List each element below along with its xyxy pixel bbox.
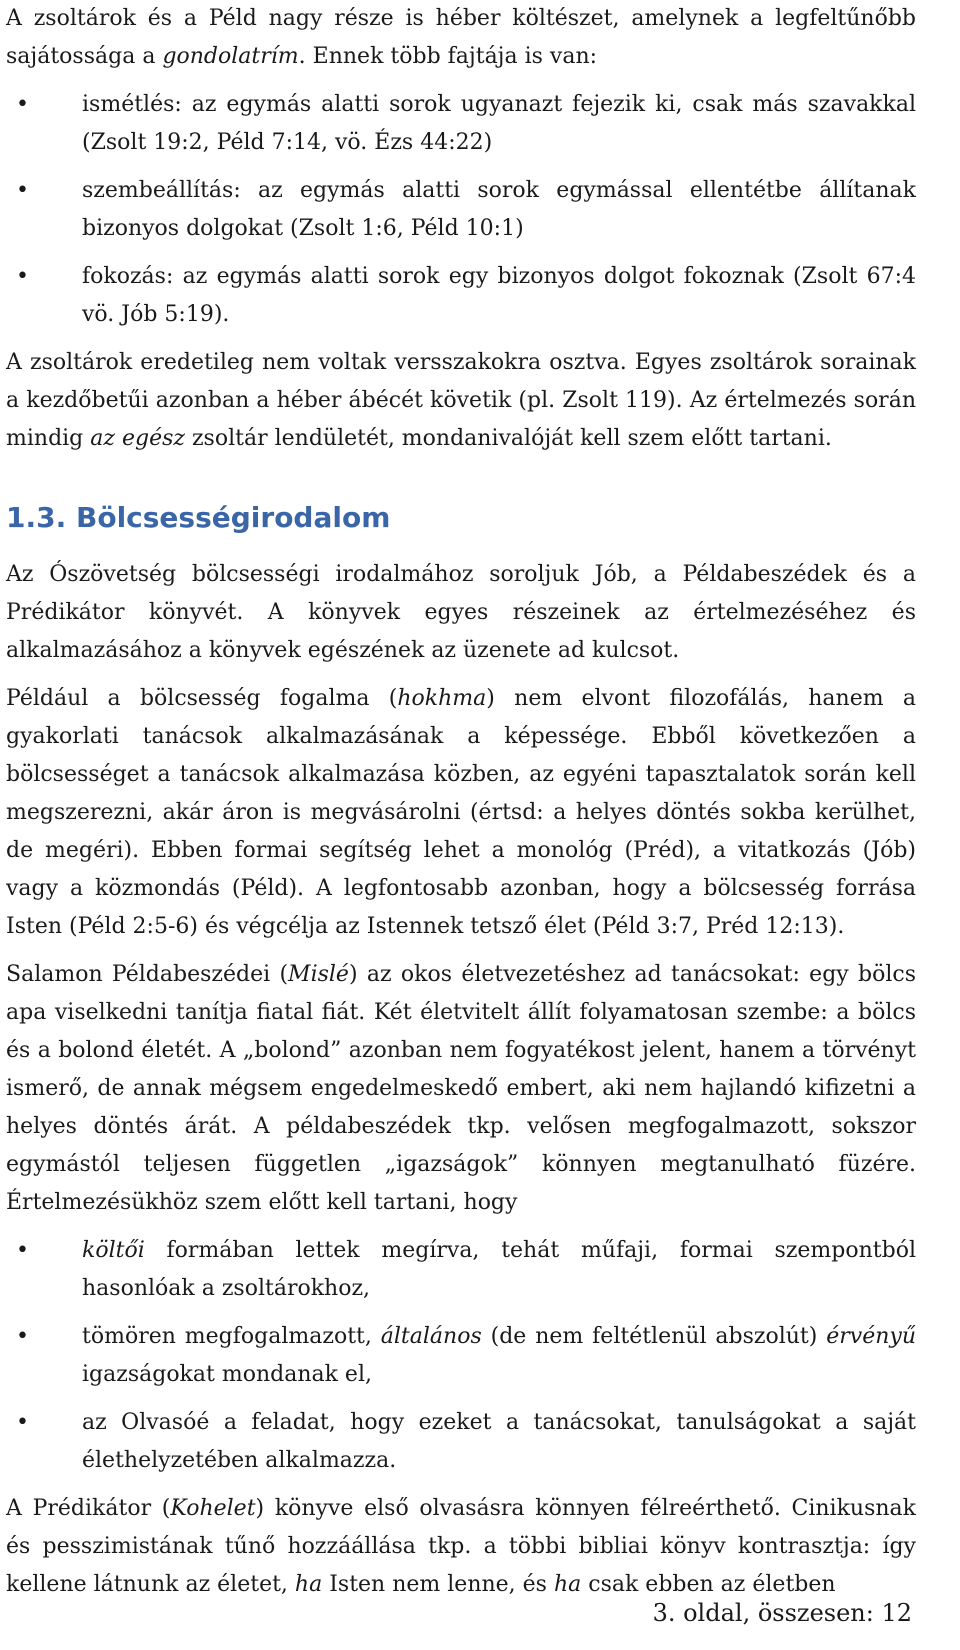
list-item: • fokozás: az egymás alatti sorok egy bizonyos dolgot fokoznak (Zsolt 67:4 vö. Jób 5:19).: [6, 258, 916, 334]
page-number-footer: 3. oldal, összesen: 12: [652, 1599, 912, 1627]
intro-paragraph: A zsoltárok és a Péld nagy része is héber költészet, amelynek a legfeltűnőbb sajátossága a gondolatrím. Ennek több fajtája is van:: [6, 6, 916, 69]
ecclesiastes-paragraph: A Prédikátor (Kohelet) könyve első olvasásra könnyen félreérthető. Cinikusnak és pesszimistának tűnő hozzáállása tkp. a többi bibliai könyv kontrasztja: így kellene látnunk az életet, ha Isten nem lenne, és ha csak ebben az életben: [6, 1496, 916, 1597]
section-heading: 1.3. Bölcsességirodalom: [6, 501, 391, 534]
wisdom-paragraph: Az Ószövetség bölcsességi irodalmához soroljuk Jób, a Példabeszédek és a Prédikátor könyvét. A könyvek egyes részeinek az értelmezéséhez és alkalmazásához a könyvek egészének az üzenete ad kulcsot.: [6, 562, 916, 663]
list-item: • ismétlés: az egymás alatti sorok ugyanazt fejezik ki, csak más szavakkal (Zsolt 19:2, Péld 7:14, vö. Ézs 44:22): [6, 86, 916, 162]
parallelism-list: [6, 86, 916, 334]
proverbs-paragraph: Salamon Példabeszédei (Mislé) az okos életvezetéshez ad tanácsokat: egy bölcs apa viselkedni tanítja fiatal fiát. Két életvitelt állít folyamatosan szembe: a bölcs és a bolond életét. A „bolond” azonban nem fogyatékost jelent, hanem a törvényt ismerő, de annak mégsem engedelmeskedő embert, aki nem hajlandó kifizetni a helyes döntés árát. A példabeszédek tkp. velősen megfogalmazott, sokszor egymástól teljesen független „igazságok” könnyen megtanulható füzére. Értelmezésükhöz szem előtt kell tartani, hogy: [6, 962, 916, 1215]
hokhma-paragraph: Például a bölcsesség fogalma (hokhma) nem elvont filozofálás, hanem a gyakorlati tanácsok alkalmazásának a képessége. Ebből következően a bölcsességet a tanácsok alkalmazása közben, az egyéni tapasztalatok során kell megszerezni, akár áron is megvásárolni (értsd: a helyes döntés sokba kerülhet, de megéri). Ebben formai segítség lehet a monológ (Préd), a vitatkozás (Jób) vagy a közmondás (Péld). A legfontosabb azonban, hogy a bölcsesség forrása Isten (Péld 2:5-6) és végcélja az Istennek tetsző élet (Péld 3:7, Préd 12:13).: [6, 686, 916, 939]
document-page: [6, 0, 916, 1604]
intro-emphasis: gondolatrím: [162, 44, 299, 69]
list-item: • költői formában lettek megírva, tehát műfaji, formai szempontból hasonlóak a zsoltárokhoz,: [6, 1232, 916, 1308]
list-item: • tömören megfogalmazott, általános (de nem feltétlenül abszolút) érvényű igazságokat mondanak el,: [6, 1318, 916, 1394]
list-item: • szembeállítás: az egymás alatti sorok egymással ellentétbe állítanak bizonyos dolgokat (Zsolt 1:6, Péld 10:1): [6, 172, 916, 248]
proverbs-list: [6, 1232, 916, 1480]
psalms-paragraph: A zsoltárok eredetileg nem voltak versszakokra osztva. Egyes zsoltárok sorainak a kezdőbetűi azonban a héber ábécét követik (pl. Zsolt 119). Az értelmezés során mindig az egész zsoltár lendületét, mondanivalóját kell szem előtt tartani.: [6, 350, 916, 451]
list-item: • az Olvasóé a feladat, hogy ezeket a tanácsokat, tanulságokat a saját élethelyzetében alkalmazza.: [6, 1404, 916, 1480]
